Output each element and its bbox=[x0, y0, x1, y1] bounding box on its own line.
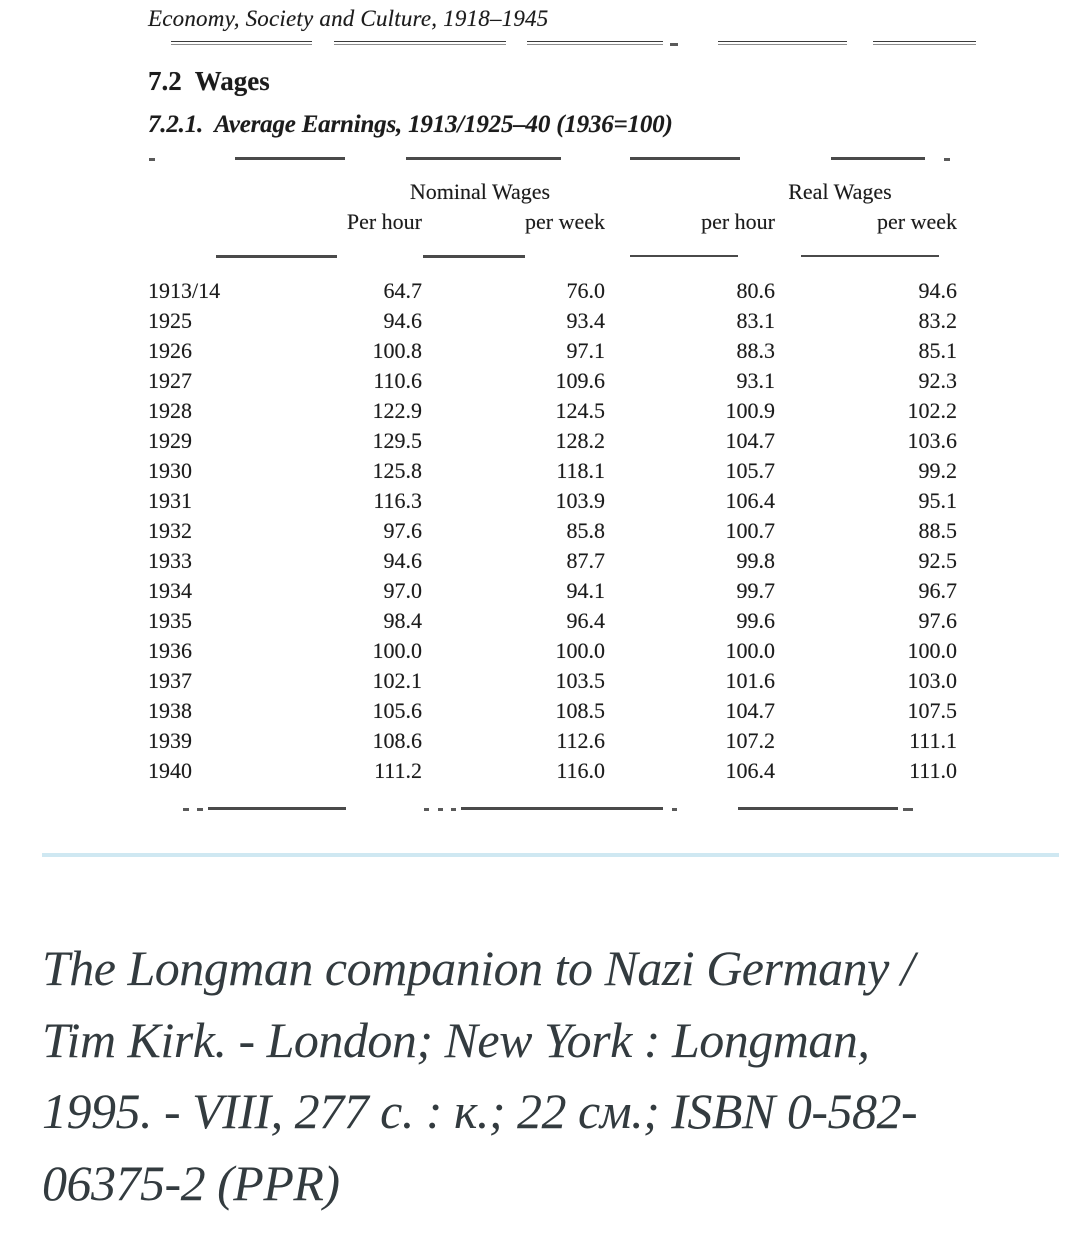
value-cell: 99.2 bbox=[918, 458, 957, 483]
table-row bbox=[148, 486, 960, 516]
value-cell: 104.7 bbox=[725, 428, 775, 453]
scan-rule-fragment bbox=[903, 808, 913, 811]
value-cell: 111.2 bbox=[374, 758, 422, 783]
scan-rule-fragment bbox=[183, 808, 189, 811]
value-cell: 107.5 bbox=[907, 698, 957, 723]
table-row bbox=[148, 546, 960, 576]
year-cell: 1931 bbox=[148, 488, 192, 513]
value-cell: 76.0 bbox=[566, 278, 605, 303]
table-row bbox=[148, 306, 960, 336]
value-cell: 99.8 bbox=[736, 548, 775, 573]
value-cell: 93.1 bbox=[736, 368, 775, 393]
table-body bbox=[148, 276, 960, 786]
scan-rule-fragment bbox=[171, 41, 312, 45]
value-cell: 118.1 bbox=[556, 458, 605, 483]
table-row bbox=[148, 726, 960, 756]
column-header-nominal-per-week: per week bbox=[524, 209, 605, 234]
scan-rule-fragment bbox=[216, 255, 337, 258]
year-cell: 1930 bbox=[148, 458, 192, 483]
value-cell: 110.6 bbox=[373, 368, 422, 393]
table-row bbox=[148, 396, 960, 426]
year-cell: 1933 bbox=[148, 548, 192, 573]
value-cell: 94.1 bbox=[566, 578, 605, 603]
group-header-real-wages: Real Wages bbox=[788, 179, 892, 204]
year-cell: 1934 bbox=[148, 578, 192, 603]
value-cell: 97.0 bbox=[383, 578, 422, 603]
table-row bbox=[148, 366, 960, 396]
scan-rule-fragment bbox=[334, 41, 506, 45]
scan-rule-fragment bbox=[801, 255, 939, 257]
value-cell: 94.6 bbox=[383, 548, 422, 573]
running-header: Economy, Society and Culture, 1918–1945 bbox=[148, 6, 549, 31]
value-cell: 88.3 bbox=[736, 338, 775, 363]
year-cell: 1925 bbox=[148, 308, 192, 333]
value-cell: 103.9 bbox=[555, 488, 605, 513]
value-cell: 87.7 bbox=[566, 548, 605, 573]
scan-rule-fragment bbox=[670, 43, 678, 46]
year-cell: 1936 bbox=[148, 638, 192, 663]
value-cell: 104.7 bbox=[725, 698, 775, 723]
scan-rule-fragment bbox=[424, 808, 429, 811]
value-cell: 83.2 bbox=[918, 308, 957, 333]
value-cell: 99.7 bbox=[736, 578, 775, 603]
citation-line: The Longman companion to Nazi Germany / bbox=[42, 940, 915, 996]
value-cell: 100.0 bbox=[907, 638, 957, 663]
value-cell: 111.0 bbox=[909, 758, 957, 783]
year-cell: 1937 bbox=[148, 668, 192, 693]
year-cell: 1928 bbox=[148, 398, 192, 423]
value-cell: 95.1 bbox=[918, 488, 957, 513]
table-row bbox=[148, 576, 960, 606]
value-cell: 129.5 bbox=[372, 428, 422, 453]
table-row bbox=[148, 696, 960, 726]
table-column-headers bbox=[148, 209, 960, 235]
value-cell: 64.7 bbox=[383, 278, 422, 303]
table-row bbox=[148, 426, 960, 456]
table-row bbox=[148, 456, 960, 486]
scan-rule-fragment bbox=[406, 157, 561, 160]
value-cell: 94.6 bbox=[918, 278, 957, 303]
value-cell: 100.7 bbox=[725, 518, 775, 543]
value-cell: 100.0 bbox=[555, 638, 605, 663]
value-cell: 101.6 bbox=[725, 668, 775, 693]
column-header-real-per-hour: per hour bbox=[701, 209, 775, 234]
value-cell: 92.3 bbox=[918, 368, 957, 393]
subsection-title: 7.2.1. Average Earnings, 1913/1925–40 (1936=100) bbox=[148, 111, 673, 138]
year-cell: 1927 bbox=[148, 368, 192, 393]
year-cell: 1935 bbox=[148, 608, 192, 633]
value-cell: 103.6 bbox=[907, 428, 957, 453]
scan-rule-fragment bbox=[423, 255, 525, 258]
value-cell: 105.7 bbox=[725, 458, 775, 483]
column-header-spacer bbox=[148, 209, 252, 235]
scan-rule-fragment bbox=[235, 157, 345, 160]
column-header-real-per-week: per week bbox=[876, 209, 957, 234]
year-cell: 1926 bbox=[148, 338, 192, 363]
value-cell: 97.6 bbox=[383, 518, 422, 543]
section-title: 7.2 Wages bbox=[148, 66, 270, 96]
year-cell: 1938 bbox=[148, 698, 192, 723]
value-cell: 102.2 bbox=[907, 398, 957, 423]
value-cell: 124.5 bbox=[555, 398, 605, 423]
value-cell: 106.4 bbox=[725, 758, 775, 783]
scan-rule-fragment bbox=[630, 255, 738, 257]
value-cell: 96.7 bbox=[918, 578, 957, 603]
value-cell: 108.5 bbox=[555, 698, 605, 723]
value-cell: 100.0 bbox=[372, 638, 422, 663]
table-row bbox=[148, 516, 960, 546]
value-cell: 85.1 bbox=[918, 338, 957, 363]
value-cell: 128.2 bbox=[555, 428, 605, 453]
scan-rule-fragment bbox=[461, 807, 663, 810]
scan-rule-fragment bbox=[873, 41, 976, 45]
value-cell: 111.1 bbox=[909, 728, 957, 753]
citation-line: 06375-2 (PPR) bbox=[42, 1154, 340, 1211]
value-cell: 93.4 bbox=[566, 308, 605, 333]
value-cell: 125.8 bbox=[372, 458, 422, 483]
table-row bbox=[148, 276, 960, 306]
value-cell: 112.6 bbox=[556, 728, 605, 753]
value-cell: 94.6 bbox=[383, 308, 422, 333]
value-cell: 97.6 bbox=[918, 608, 957, 633]
scan-rule-fragment bbox=[831, 157, 925, 160]
value-cell: 109.6 bbox=[555, 368, 605, 393]
value-cell: 100.0 bbox=[725, 638, 775, 663]
year-cell: 1932 bbox=[148, 518, 192, 543]
value-cell: 83.1 bbox=[736, 308, 775, 333]
table-row bbox=[148, 636, 960, 666]
value-cell: 100.9 bbox=[725, 398, 775, 423]
year-cell: 1913/14 bbox=[148, 278, 221, 303]
year-cell: 1929 bbox=[148, 428, 192, 453]
value-cell: 97.1 bbox=[566, 338, 605, 363]
value-cell: 80.6 bbox=[736, 278, 775, 303]
value-cell: 107.2 bbox=[725, 728, 775, 753]
year-cell: 1939 bbox=[148, 728, 192, 753]
value-cell: 103.0 bbox=[907, 668, 957, 693]
value-cell: 100.8 bbox=[372, 338, 422, 363]
scan-rule-fragment bbox=[738, 807, 898, 810]
value-cell: 92.5 bbox=[918, 548, 957, 573]
group-header-nominal-wages: Nominal Wages bbox=[409, 179, 551, 204]
scan-rule-fragment bbox=[197, 808, 203, 811]
value-cell: 116.3 bbox=[373, 488, 422, 513]
column-header-nominal-per-hour: Per hour bbox=[346, 209, 422, 234]
value-cell: 102.1 bbox=[372, 668, 422, 693]
value-cell: 122.9 bbox=[372, 398, 422, 423]
scan-rule-fragment bbox=[527, 41, 663, 45]
scan-rule-fragment bbox=[718, 41, 847, 45]
table-row bbox=[148, 336, 960, 366]
table-row bbox=[148, 666, 960, 696]
scan-rule-fragment bbox=[630, 157, 740, 160]
citation-line: Tim Kirk. - London; New York : Longman, bbox=[42, 1011, 870, 1068]
scan-rule-fragment bbox=[944, 158, 950, 161]
scan-rule-fragment bbox=[438, 808, 443, 811]
value-cell: 116.0 bbox=[556, 758, 605, 783]
value-cell: 85.8 bbox=[566, 518, 605, 543]
value-cell: 96.4 bbox=[566, 608, 605, 633]
scan-rule-fragment bbox=[208, 807, 346, 810]
citation-block bbox=[42, 933, 1047, 1219]
value-cell: 98.4 bbox=[383, 608, 422, 633]
table-row bbox=[148, 756, 960, 786]
table-row bbox=[148, 606, 960, 636]
value-cell: 99.6 bbox=[736, 608, 775, 633]
value-cell: 105.6 bbox=[372, 698, 422, 723]
value-cell: 106.4 bbox=[725, 488, 775, 513]
scan-rule-fragment bbox=[672, 808, 677, 811]
scan-rule-fragment bbox=[149, 158, 155, 161]
value-cell: 108.6 bbox=[372, 728, 422, 753]
citation-line: 1995. - VIII, 277 с. : к.; 22 см.; ISBN 0-582- bbox=[42, 1083, 918, 1139]
section-divider bbox=[42, 853, 1059, 857]
value-cell: 88.5 bbox=[918, 518, 957, 543]
value-cell: 103.5 bbox=[555, 668, 605, 693]
year-cell: 1940 bbox=[148, 758, 192, 783]
scan-rule-fragment bbox=[451, 808, 456, 811]
